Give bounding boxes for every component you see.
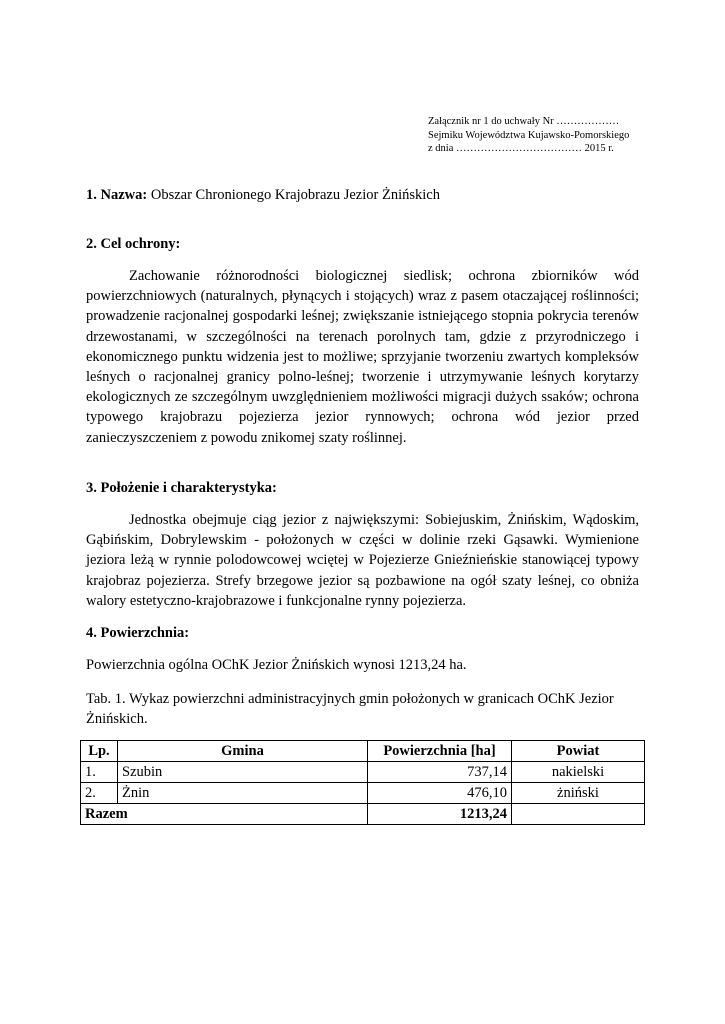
cell-lp: 2. — [81, 783, 118, 804]
header-line-3: z dnia ……………………………… 2015 r. — [428, 143, 614, 154]
cell-powierzchnia: 737,14 — [368, 762, 512, 783]
section-2-heading: 2. Cel ochrony: — [86, 236, 181, 252]
cell-lp: 1. — [81, 762, 118, 783]
table-total-row — [81, 804, 645, 825]
total-value: 1213,24 — [368, 804, 512, 825]
cell-powierzchnia: 476,10 — [368, 783, 512, 804]
section-4-heading: 4. Powierzchnia: — [86, 625, 190, 641]
table-caption: Tab. 1. Wykaz powierzchni administracyjnych gmin położonych w granicach OChK Jezior Żnińskich. — [86, 691, 614, 727]
section-3-heading: 3. Położenie i charakterystyka: — [86, 480, 277, 496]
header-line-1: Załącznik nr 1 do uchwały Nr ……………… — [428, 116, 620, 127]
header-line-2: Sejmiku Województwa Kujawsko-Pomorskiego — [428, 129, 630, 141]
cell-gmina: Szubin — [118, 762, 368, 783]
table-row — [81, 783, 645, 804]
section-1-label: 1. Nazwa: — [86, 187, 148, 203]
col-header-lp: Lp. — [81, 741, 118, 762]
table-header-row — [81, 741, 645, 762]
section-3-paragraph: Jednostka obejmuje ciąg jezior z największymi: Sobiejuskim, Żnińskim, Wądoskim, Gąbińskim, Dobrylewskim - położonych w części w dolinie rzeki Gąsawki. Wymienione jeziora leżą w rynnie polodowcowej wciętej w Pojezierze Gnieźnieńskie stanowiącej typowy krajobraz pojezierza. Strefy brzegowe jezior są pozbawione na ogół szaty leśnej, co obniża walory estetyczno-krajobrazowe i funkcjonalne rynny pojezierza. — [86, 512, 639, 609]
col-header-gmina: Gmina — [118, 741, 368, 762]
document-header — [428, 115, 629, 156]
table-row — [81, 762, 645, 783]
col-header-powiat: Powiat — [512, 741, 645, 762]
col-header-powierzchnia: Powierzchnia [ha] — [368, 741, 512, 762]
cell-gmina: Żnin — [118, 783, 368, 804]
cell-powiat: żniński — [512, 783, 645, 804]
cell-powiat: nakielski — [512, 762, 645, 783]
total-empty-cell — [512, 804, 645, 825]
area-total-text: Powierzchnia ogólna OChK Jezior Żnińskich wynosi 1213,24 ha. — [86, 657, 467, 673]
section-1-value: Obszar Chronionego Krajobrazu Jezior Żnińskich — [150, 187, 440, 203]
section-1-heading — [86, 187, 440, 204]
total-label: Razem — [81, 804, 368, 825]
section-2-paragraph: Zachowanie różnorodności biologicznej siedlisk; ochrona zbiorników wód powierzchniowych (naturalnych, płynących i stojących) wraz z pasem otaczającej roślinności; prowadzenie racjonalnej gospodarki leśnej; zwiększanie istniejącego stopnia pokrycia terenów drzewostanami, w szczególności na terenach porolnych tam, gdzie z przyrodniczego i ekonomicznego punktu widzenia jest to możliwe; sprzyjanie tworzeniu zwartych kompleksów leśnych o racjonalnej granicy polno-leśnej; tworzenie i utrzymywanie leśnych korytarzy ekologicznych ze szczególnym uwzględnieniem możliwości migracji dużych ssaków; ochrona typowego krajobrazu pojezierza jezior rynnowych; ochrona wód jezior przed zanieczyszczeniem z powodu znikomej szaty roślinnej. — [86, 268, 639, 446]
area-table — [80, 740, 645, 825]
